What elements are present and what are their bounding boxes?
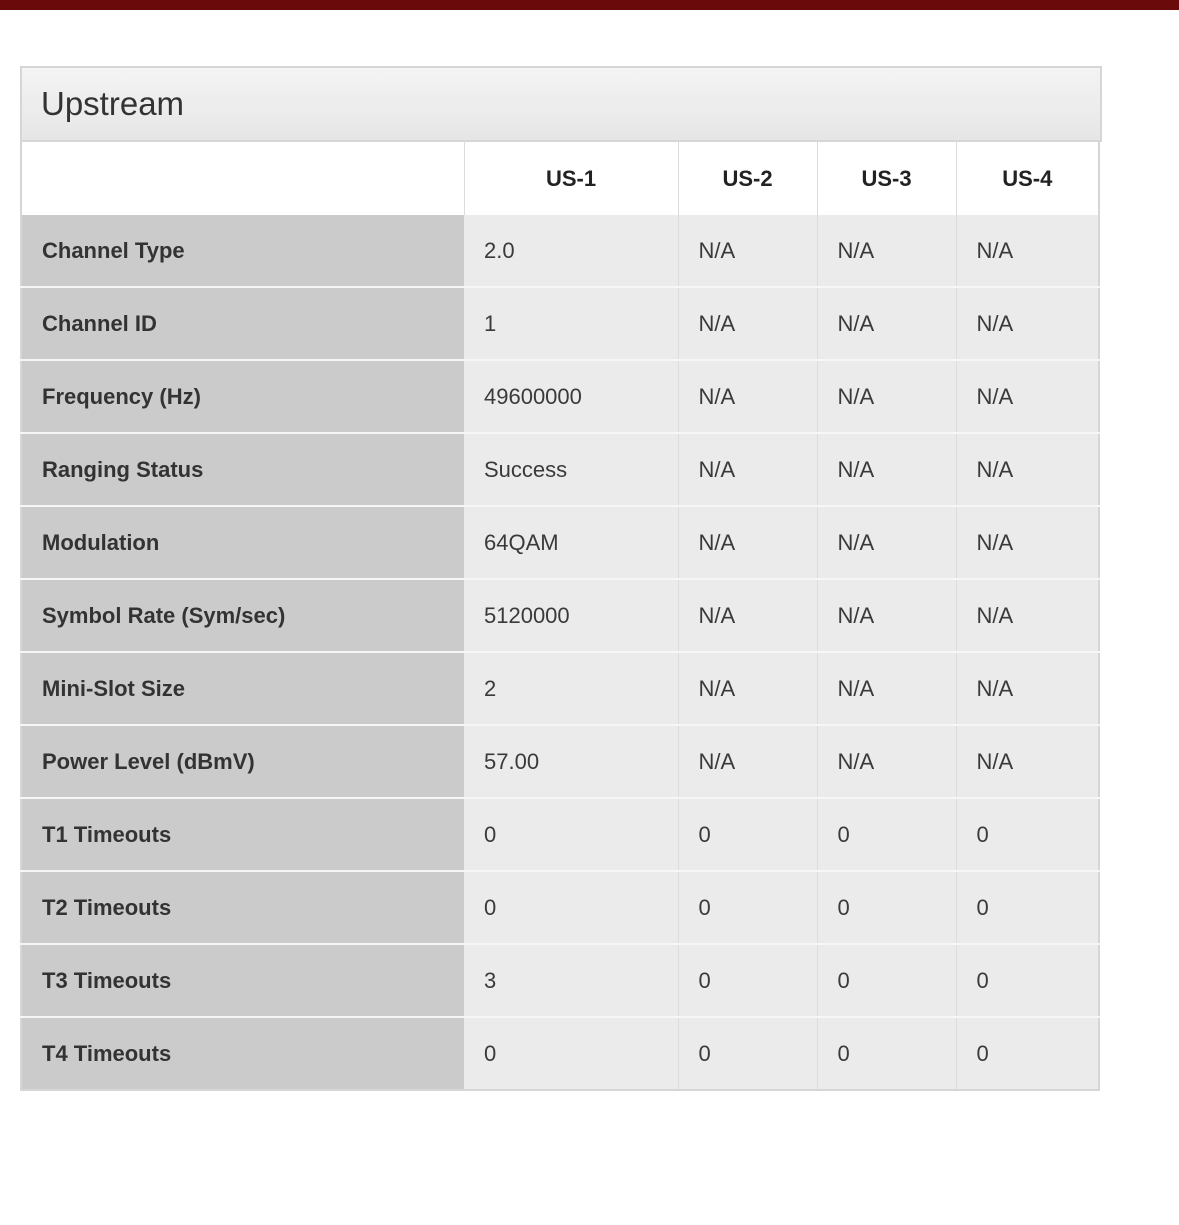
row-label: T1 Timeouts [21,798,464,871]
row-label: Symbol Rate (Sym/sec) [21,579,464,652]
table-row [21,871,1099,944]
cell-us-2: N/A [678,215,817,287]
column-header-us-4: US-4 [956,142,1099,215]
table-header-row [21,142,1099,215]
cell-us-1: 64QAM [464,506,678,579]
row-label: Channel Type [21,215,464,287]
row-label: T4 Timeouts [21,1017,464,1090]
cell-us-1: 3 [464,944,678,1017]
column-header-empty [21,142,464,215]
column-header-us-3: US-3 [817,142,956,215]
cell-us-4: N/A [956,215,1099,287]
cell-us-3: 0 [817,1017,956,1090]
cell-us-1: 1 [464,287,678,360]
cell-us-2: 0 [678,944,817,1017]
table-row [21,944,1099,1017]
cell-us-3: N/A [817,287,956,360]
cell-us-4: 0 [956,1017,1099,1090]
table-row [21,215,1099,287]
row-label: Mini-Slot Size [21,652,464,725]
cell-us-2: N/A [678,579,817,652]
row-label: T3 Timeouts [21,944,464,1017]
cell-us-1: 0 [464,798,678,871]
cell-us-4: N/A [956,725,1099,798]
cell-us-1: 5120000 [464,579,678,652]
cell-us-1: 2 [464,652,678,725]
cell-us-2: N/A [678,506,817,579]
cell-us-4: N/A [956,506,1099,579]
cell-us-3: N/A [817,579,956,652]
top-accent-bar [0,0,1179,10]
panel-header [20,66,1102,142]
cell-us-3: 0 [817,944,956,1017]
table-row [21,360,1099,433]
cell-us-2: 0 [678,1017,817,1090]
cell-us-4: N/A [956,433,1099,506]
cell-us-3: 0 [817,798,956,871]
cell-us-3: N/A [817,725,956,798]
cell-us-4: 0 [956,798,1099,871]
upstream-table [20,142,1100,1091]
table-row [21,579,1099,652]
panel-title: Upstream [41,85,185,122]
row-label: Channel ID [21,287,464,360]
table-body [21,215,1099,1090]
cell-us-3: N/A [817,652,956,725]
table-row [21,1017,1099,1090]
table-row [21,287,1099,360]
cell-us-2: 0 [678,798,817,871]
table-row [21,652,1099,725]
table-row [21,725,1099,798]
cell-us-1: 49600000 [464,360,678,433]
cell-us-1: 0 [464,871,678,944]
cell-us-3: N/A [817,360,956,433]
cell-us-2: 0 [678,871,817,944]
cell-us-3: N/A [817,506,956,579]
cell-us-1: Success [464,433,678,506]
column-header-us-1: US-1 [464,142,678,215]
row-label: Modulation [21,506,464,579]
cell-us-2: N/A [678,433,817,506]
cell-us-4: N/A [956,579,1099,652]
cell-us-3: 0 [817,871,956,944]
cell-us-2: N/A [678,287,817,360]
cell-us-4: 0 [956,944,1099,1017]
cell-us-3: N/A [817,433,956,506]
row-label: Frequency (Hz) [21,360,464,433]
cell-us-2: N/A [678,725,817,798]
cell-us-4: N/A [956,287,1099,360]
cell-us-2: N/A [678,360,817,433]
cell-us-1: 0 [464,1017,678,1090]
cell-us-1: 2.0 [464,215,678,287]
cell-us-2: N/A [678,652,817,725]
row-label: T2 Timeouts [21,871,464,944]
cell-us-1: 57.00 [464,725,678,798]
table-row [21,506,1099,579]
cell-us-4: N/A [956,652,1099,725]
table-row [21,798,1099,871]
upstream-panel [20,66,1102,1091]
cell-us-3: N/A [817,215,956,287]
row-label: Ranging Status [21,433,464,506]
column-header-us-2: US-2 [678,142,817,215]
table-row [21,433,1099,506]
row-label: Power Level (dBmV) [21,725,464,798]
cell-us-4: 0 [956,871,1099,944]
cell-us-4: N/A [956,360,1099,433]
